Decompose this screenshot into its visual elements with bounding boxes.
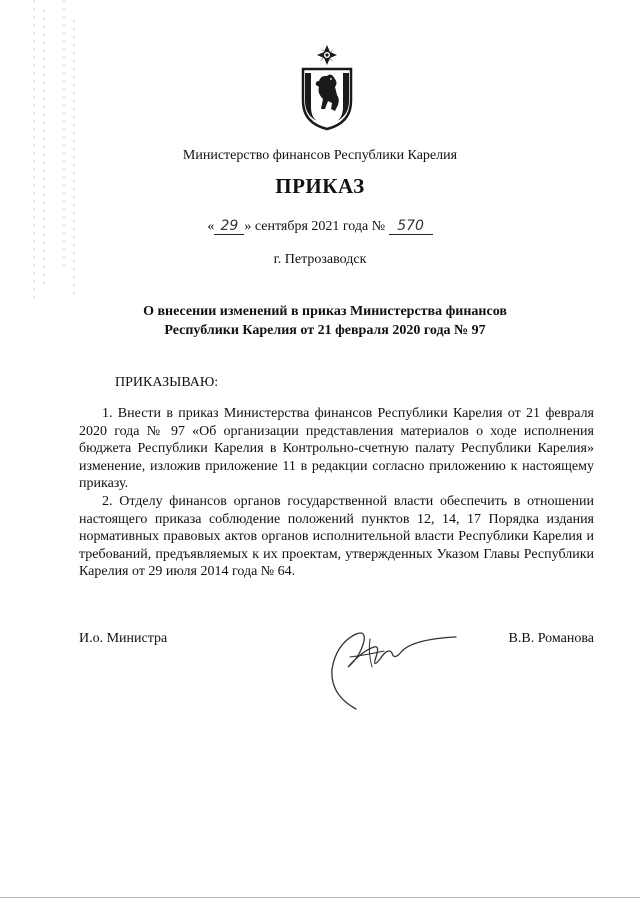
- date-text: » сентября 2021 года №: [244, 219, 386, 234]
- subject-line-1: О внесении изменений в приказ Министерства финансов: [143, 304, 507, 319]
- ministry-name: Министерство финансов Республики Карелия: [182, 148, 458, 163]
- paragraph-1: 1. Внести в приказ Министерства финансов Республики Карелия от 21 февраля 2020 года № 97 «Об организации представления материалов о ходе исполнения бюджета Республики Карелия в Контрольно-счетную палату Республики Карелия» изменение, изложив приложение 11 в редакции согласно приложению к настоящему приказу.: [79, 406, 594, 492]
- open-quote: «: [207, 219, 215, 234]
- order-date-line: [0, 219, 640, 235]
- order-directive-word: ПРИКАЗЫВАЮ:: [115, 375, 219, 390]
- handwritten-order-number: 570: [389, 219, 433, 235]
- document-type-title: ПРИКАЗ: [275, 174, 365, 198]
- handwritten-day: 29: [214, 219, 244, 235]
- page-bottom-edge: [0, 897, 640, 898]
- paragraph-2: 2. Отделу финансов органов государственной власти обеспечить в отношении настоящего приказа соблюдение положений пунктов 12, 14, 17 Порядка издания нормативных правовых актов органов исполнительной власти Республики Карелия и требований, предъявляемых к их проектам, утвержденных Указом Главы Республики Карелия от 29 июля 2014 года № 64.: [79, 493, 594, 580]
- subject-line-2: Республики Карелия от 21 февраля 2020 года № 97: [164, 323, 486, 338]
- signer-position: И.о. Министра: [79, 631, 168, 646]
- city-name: г. Петрозаводск: [273, 252, 367, 267]
- karelia-coat-of-arms-icon: [297, 43, 357, 131]
- order-body: [79, 405, 594, 581]
- order-subject: [115, 302, 535, 340]
- handwritten-signature: [318, 617, 458, 717]
- signer-name: В.В. Романова: [508, 631, 594, 646]
